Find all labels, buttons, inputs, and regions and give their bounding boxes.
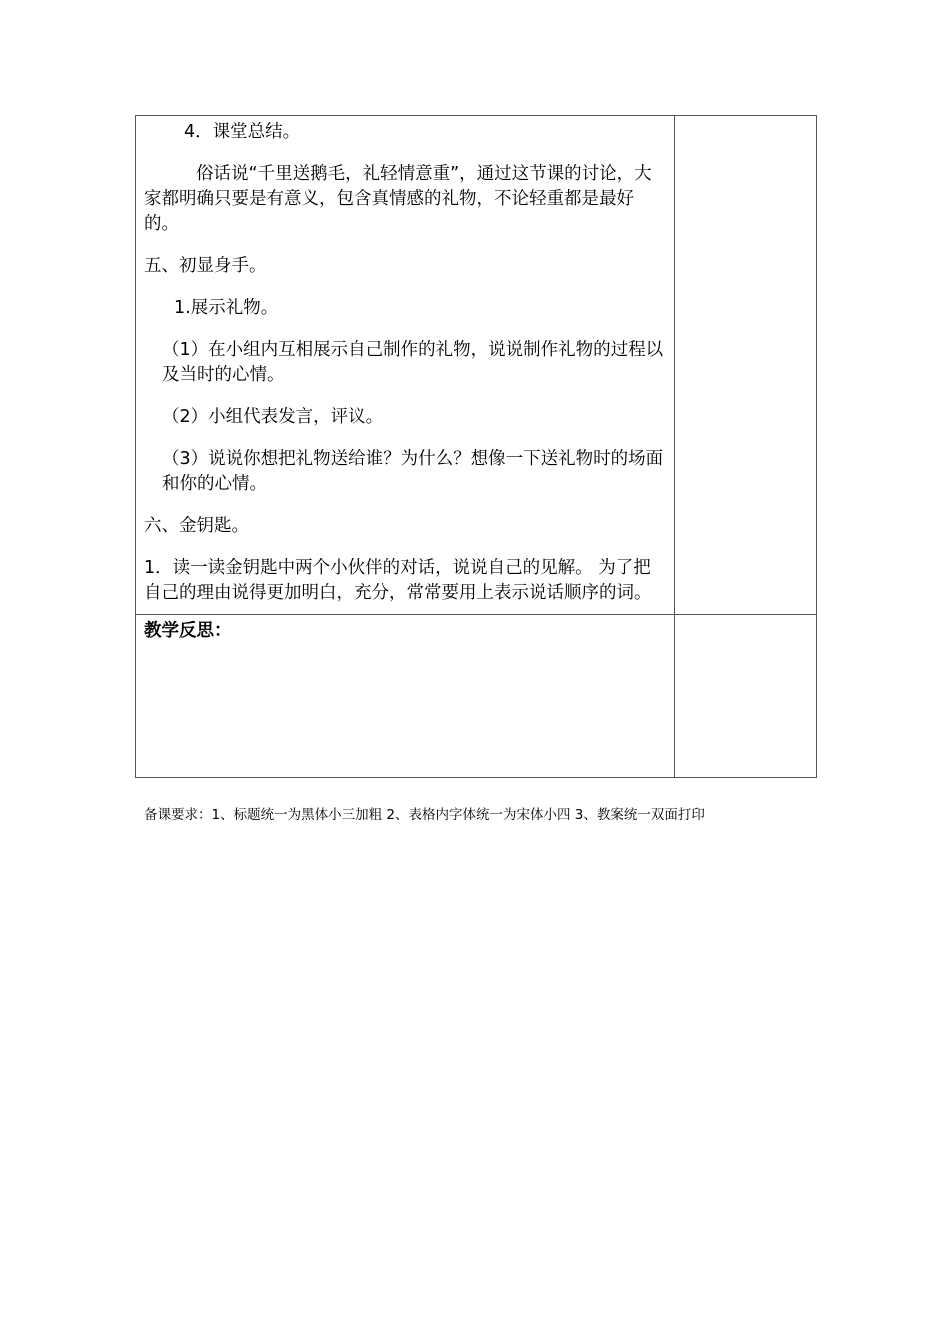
section-6-title: 六、金钥匙。 xyxy=(144,516,249,536)
summary-text: 俗话说“千里送鹅毛，礼轻情意重”，通过这节课的讨论，大家都明确只要是有意义，包含真情感的礼物，不论轻重都是最好的。 xyxy=(144,164,652,234)
section-5-item-1: 1.展示礼物。 xyxy=(174,298,279,318)
section-6-item-1: 1．读一读金钥匙中两个小伙伴的对话，说说自己的见解。 为了把自己的理由说得更加明白，充分，常常要用上表示说话顺序的词。 xyxy=(144,558,652,603)
lesson-content-row xyxy=(136,116,817,615)
lesson-content xyxy=(136,116,674,614)
section-5-sub-2: （2）小组代表发言，评议。 xyxy=(162,407,384,427)
lesson-content-cell xyxy=(136,116,675,615)
notes-cell-top xyxy=(675,116,817,615)
footer-requirements: 备课要求：1、标题统一为黑体小三加粗 2、表格内字体统一为宋体小四 3、教案统一双面打印 xyxy=(144,807,705,823)
section-5-sub-3: （3）说说你想把礼物送给谁？为什么？想像一下送礼物时的场面和你的心情。 xyxy=(162,449,664,494)
lesson-plan-table xyxy=(135,115,817,778)
reflection-cell xyxy=(136,615,675,778)
summary-heading: 4．课堂总结。 xyxy=(184,122,301,142)
reflection-row xyxy=(136,615,817,778)
notes-cell-bottom xyxy=(675,615,817,778)
section-5-title: 五、初显身手。 xyxy=(144,256,267,276)
section-5-sub-1: （1）在小组内互相展示自己制作的礼物，说说制作礼物的过程以及当时的心情。 xyxy=(162,340,664,385)
reflection-label: 教学反思： xyxy=(144,621,232,641)
